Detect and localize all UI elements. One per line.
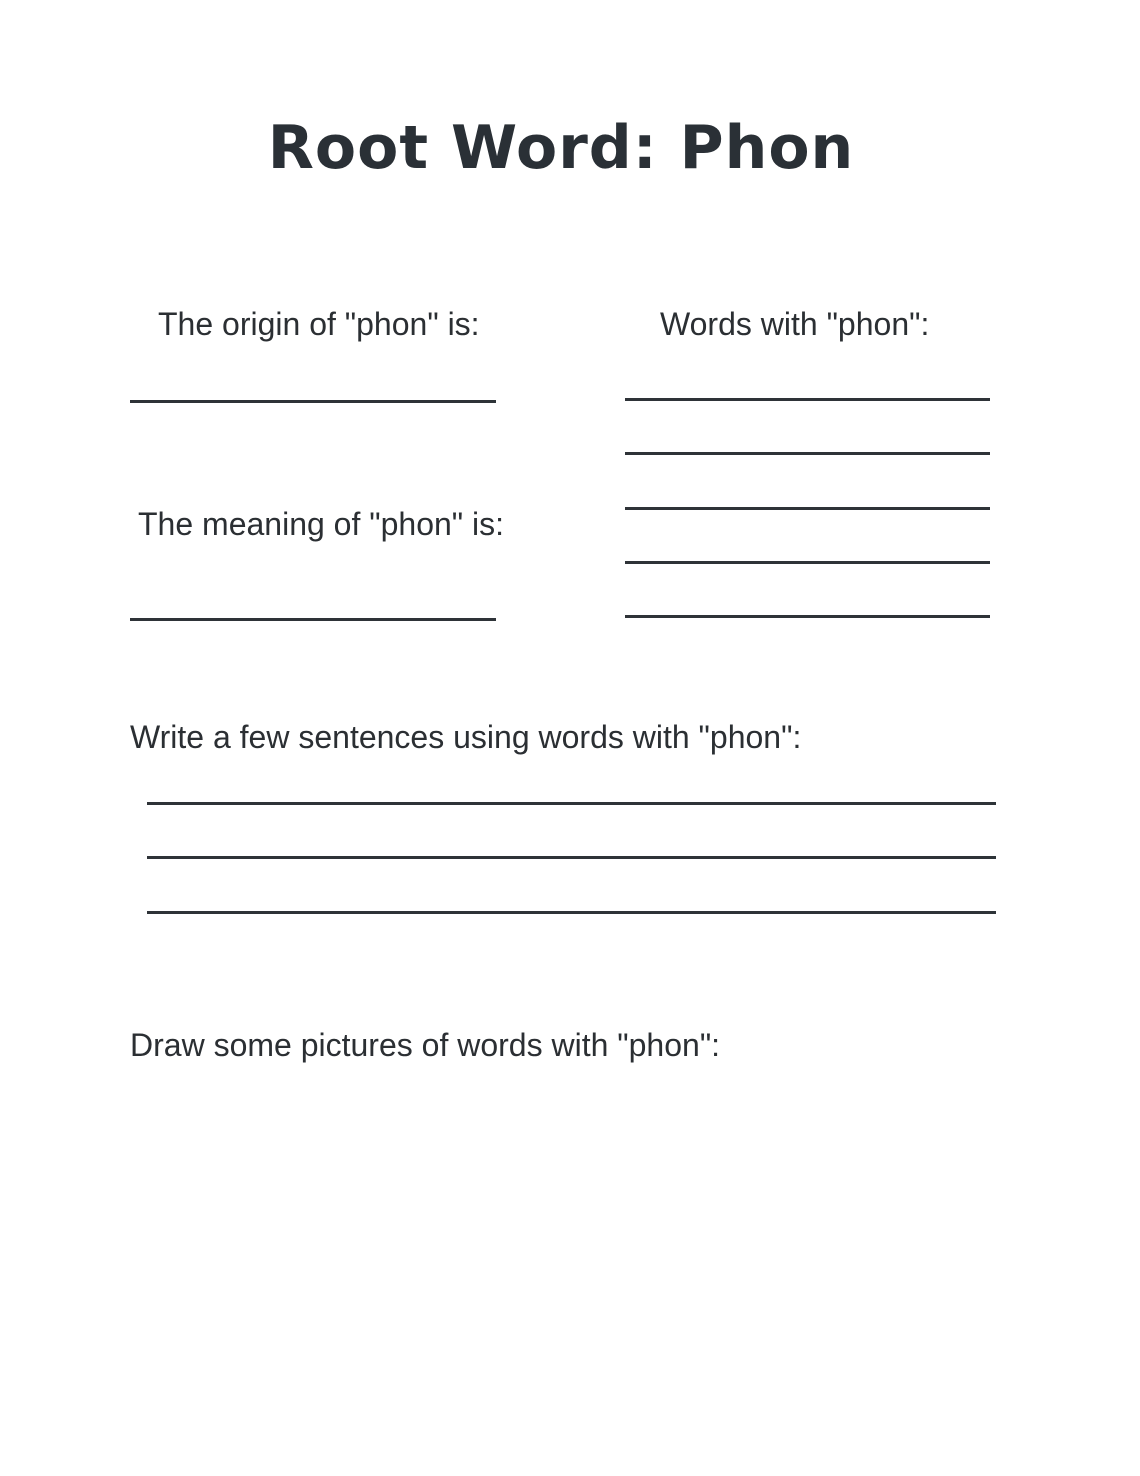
words-prompt: Words with "phon": [660, 306, 930, 342]
origin-answer-line[interactable] [130, 400, 496, 403]
meaning-prompt: The meaning of "phon" is: [138, 506, 505, 542]
sentences-prompt: Write a few sentences using words with "phon": [130, 719, 802, 755]
word-answer-line[interactable] [625, 561, 990, 564]
draw-prompt: Draw some pictures of words with "phon": [130, 1027, 721, 1063]
sentence-answer-line[interactable] [147, 856, 996, 859]
sentence-answer-line[interactable] [147, 802, 996, 805]
drawing-area[interactable] [130, 1085, 996, 1425]
word-answer-line[interactable] [625, 615, 990, 618]
word-answer-line[interactable] [625, 398, 990, 401]
sentence-answer-line[interactable] [147, 911, 996, 914]
page-title: Root Word: Phon [267, 113, 855, 183]
origin-prompt: The origin of "phon" is: [158, 306, 480, 342]
word-answer-line[interactable] [625, 452, 990, 455]
word-answer-line[interactable] [625, 507, 990, 510]
meaning-answer-line[interactable] [130, 618, 496, 621]
